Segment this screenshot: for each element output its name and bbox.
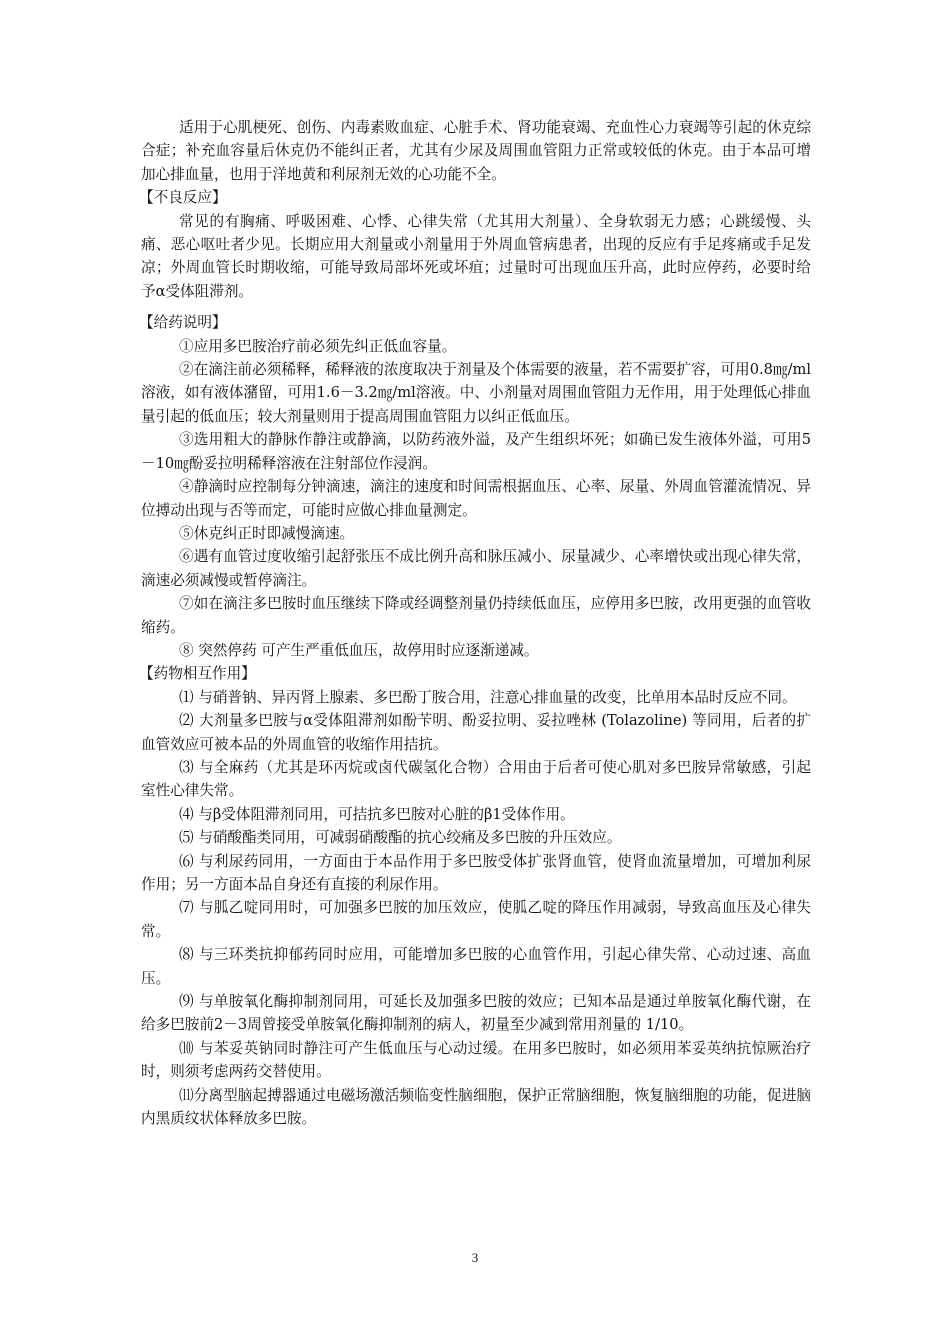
interaction-item-6: ⑹ 与利尿药同用，一方面由于本品作用于多巴胺受体扩张肾血管，使肾血流量增加，可增加利尿作用；另一方面本品自身还有直接的利尿作用。 xyxy=(141,852,811,893)
dosing-note-1: ①应用多巴胺治疗前必须先纠正低血容量。 xyxy=(179,337,457,355)
interaction-item-1: ⑴ 与硝普钠、异丙肾上腺素、多巴酚丁胺合用，注意心排血量的改变，比单用本品时反应不同。 xyxy=(179,688,797,706)
interaction-item-7: ⑺ 与胍乙啶同用时，可加强多巴胺的加压效应，使胍乙啶的降压作用减弱，导致高血压及心律失常。 xyxy=(141,899,811,940)
dosing-note-3: ③选用粗大的静脉作静注或静滴，以防药液外溢，及产生组织坏死；如确已发生液体外溢，可用5－10㎎酚妥拉明稀释溶液在注射部位作浸润。 xyxy=(141,431,811,472)
interaction-item-8: ⑻ 与三环类抗抑郁药同时应用，可能增加多巴胺的心血管作用，引起心律失常、心动过速、高血压。 xyxy=(141,946,811,987)
drug-interactions-heading: 【药物相互作用】 xyxy=(139,665,256,683)
dosing-notes-heading: 【给药说明】 xyxy=(139,314,227,332)
indications-paragraph: 适用于心肌梗死、创伤、内毒素败血症、心脏手术、肾功能衰竭、充血性心力衰竭等引起的休克综合症；补充血容量后休克仍不能纠正者，尤其有少尿及周围血管阻力正常或较低的休克。由于本品可增加心排血量，也用于洋地黄和利尿剂无效的心功能不全。 xyxy=(141,119,811,183)
dosing-note-4: ④静滴时应控制每分钟滴速，滴注的速度和时间需根据血压、心率、尿量、外周血管灌流情况、异位搏动出现与否等而定，可能时应做心排血量测定。 xyxy=(141,478,811,519)
page-number: 3 xyxy=(471,1250,479,1265)
interaction-item-3: ⑶ 与全麻药（尤其是环丙烷或卤代碳氢化合物）合用由于后者可使心肌对多巴胺异常敏感，引起室性心律失常。 xyxy=(141,758,811,800)
interaction-item-11: ⑾分离型脑起搏器通过电磁场激活频临变性脑细胞，保护正常脑细胞，恢复脑细胞的功能，促进脑内黑质纹状体释放多巴胺。 xyxy=(141,1086,811,1128)
dosing-note-5: ⑤休克纠正时即减慢滴速。 xyxy=(179,524,355,542)
dosing-note-2: ②在滴注前必须稀释，稀释液的浓度取决于剂量及个体需要的液量，若不需要扩容，可用0.8㎎/ml溶液，如有液体潴留，可用1.6－3.2㎎/ml溶液。中、小剂量对周围血管阻力无作用，用于处理低心排血量引起的低血压；较大剂量则用于提高周围血管阻力以纠正低血压。 xyxy=(141,361,811,425)
interaction-item-5: ⑸ 与硝酸酯类同用，可减弱硝酸酯的抗心绞痛及多巴胺的升压效应。 xyxy=(179,829,622,847)
dosing-note-8: ⑧ 突然停药 可产生严重低血压，故停用时应逐渐递减。 xyxy=(179,641,539,659)
dosing-note-6: ⑥遇有血管过度收缩引起舒张压不成比例升高和脉压减小、尿量减少、心率增快或出现心律失常，滴速必须减慢或暂停滴注。 xyxy=(141,548,811,589)
interaction-item-4: ⑷ 与β受体阻滞剂同用，可拮抗多巴胺对心脏的β1受体作用。 xyxy=(179,805,575,823)
dosing-note-7: ⑦如在滴注多巴胺时血压继续下降或经调整剂量仍持续低血压，应停用多巴胺，改用更强的血管收缩药。 xyxy=(141,595,811,636)
adverse-reactions-heading: 【不良反应】 xyxy=(139,189,227,207)
adverse-reactions-paragraph: 常见的有胸痛、呼吸困难、心悸、心律失常（尤其用大剂量）、全身软弱无力感；心跳缓慢、头痛、恶心呕吐者少见。长期应用大剂量或小剂量用于外周血管病患者，出现的反应有手足疼痛或手足发凉；外周血管长时期收缩，可能导致局部坏死或坏疽；过量时可出现血压升高，此时应停药，必要时给予α受体阻滞剂。 xyxy=(141,212,811,300)
interaction-item-10: ⑽ 与苯妥英钠同时静注可产生低血压与心动过缓。在用多巴胺时，如必须用苯妥英纳抗惊厥治疗时，则须考虑两药交替使用。 xyxy=(141,1039,811,1081)
document-body xyxy=(141,116,811,1130)
interaction-item-2: ⑵ 大剂量多巴胺与α受体阻滞剂如酚苄明、酚妥拉明、妥拉唑林 (Tolazoline) 等同用，后者的扩血管效应可被本品的外周血管的收缩作用拮抗。 xyxy=(141,712,811,753)
interaction-item-9: ⑼ 与单胺氧化酶抑制剂同用，可延长及加强多巴胺的效应；已知本品是通过单胺氧化酶代谢，在给多巴胺前2－3周曾接受单胺氧化酶抑制剂的病人，初量至少减到常用剂量的 1/10。 xyxy=(141,993,811,1034)
